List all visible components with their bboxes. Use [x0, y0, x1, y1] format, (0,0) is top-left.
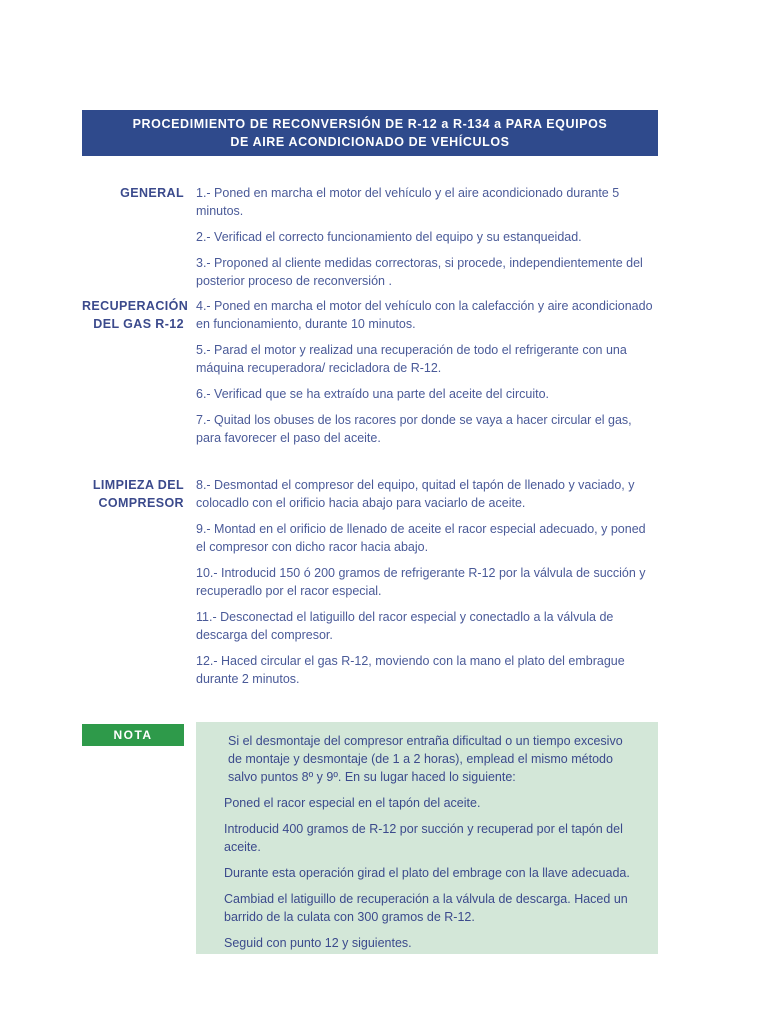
section-items-limpieza	[196, 476, 656, 696]
step-item: 11.- Desconectad el latiguillo del racor especial y conectadlo a la válvula de descarga del compresor.	[196, 610, 614, 642]
section-label-general: GENERAL	[120, 186, 184, 200]
step-item: 1.- Poned en marcha el motor del vehículo y el aire acondicionado durante 5 minutos.	[196, 186, 620, 218]
document-title-banner	[82, 110, 658, 156]
section-items-general	[196, 184, 656, 298]
step-item: 12.- Haced circular el gas R-12, moviendo con la mano el plato del embrague durante 2 minutos.	[196, 654, 625, 686]
nota-item: Si el desmontaje del compresor entraña dificultad o un tiempo excesivo de montaje y desmontaje (de 1 a 2 horas), emplead el mismo método salvo puntos 8º y 9º. En su lugar haced lo siguiente:	[228, 734, 623, 784]
nota-item: Cambiad el latiguillo de recuperación a la válvula de descarga. Haced un barrido de la culata con 300 gramos de R-12.	[224, 892, 628, 924]
section-label-limpieza	[82, 476, 184, 512]
nota-item: Seguid con punto 12 y siguientes.	[224, 936, 412, 950]
section-label-line: LIMPIEZA DEL	[92, 478, 184, 492]
nota-item: Poned el racor especial en el tapón del aceite.	[224, 796, 481, 810]
step-item: 7.- Quitad los obuses de los racores por donde se vaya a hacer circular el gas, para favorecer el paso del aceite.	[196, 413, 632, 445]
section-label-line: DEL GAS R-12	[93, 317, 184, 331]
nota-label: NOTA	[82, 724, 184, 746]
nota-item: Durante esta operación girad el plato del embrage con la llave adecuada.	[224, 866, 630, 880]
step-item: 8.- Desmontad el compresor del equipo, quitad el tapón de llenado y vaciado, y colocadlo con el orificio hacia abajo para vaciarlo de aceite.	[196, 478, 635, 510]
nota-item: Introducid 400 gramos de R-12 por succión y recuperad por el tapón del aceite.	[224, 822, 623, 854]
step-item: 9.- Montad en el orificio de llenado de aceite el racor especial adecuado, y poned el compresor con dicho racor hacia abajo.	[196, 522, 646, 554]
section-items-recuperacion	[196, 297, 656, 455]
step-item: 4.- Poned en marcha el motor del vehículo con la calefacción y aire acondicionado en funcionamiento, durante 10 minutos.	[196, 299, 653, 331]
step-item: 2.- Verificad el correcto funcionamiento del equipo y su estanqueidad.	[196, 230, 582, 244]
step-item: 6.- Verificad que se ha extraído una parte del aceite del circuito.	[196, 387, 549, 401]
step-item: 3.- Proponed al cliente medidas correctoras, si procede, independientemente del posterior proceso de reconversión .	[196, 256, 643, 288]
nota-box	[196, 722, 658, 954]
step-item: 10.- Introducid 150 ó 200 gramos de refrigerante R-12 por la válvula de succión y recuperadlo por el racor especial.	[196, 566, 646, 598]
step-item: 5.- Parad el motor y realizad una recuperación de todo el refrigerante con una máquina recuperadora/ recicladora de R-12.	[196, 343, 627, 375]
section-label-line: RECUPERACIÓN	[82, 299, 189, 313]
section-label-line: COMPRESOR	[98, 496, 184, 510]
title-line-2: DE AIRE ACONDICIONADO DE VEHÍCULOS	[230, 135, 510, 149]
title-line-1: PROCEDIMIENTO DE RECONVERSIÓN DE R-12 a R-134 a PARA EQUIPOS	[132, 117, 608, 131]
section-label-recuperacion	[82, 297, 189, 333]
